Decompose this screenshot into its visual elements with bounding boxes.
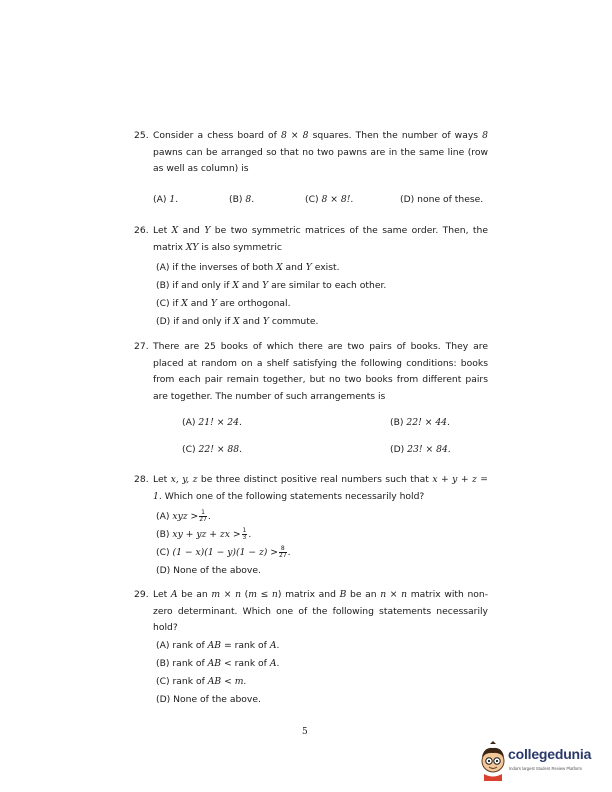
question-number: 27. (134, 341, 149, 352)
question-stem: Consider a chess board of 8 × 8 squares. Then the number of ways 8 pawns can be arranged so that no two pawns are in the same line (row as well as column) is (153, 130, 488, 174)
option-b: (B) rank of AB < rank of A. (156, 658, 280, 669)
option-a: (A) 21! × 24. (182, 417, 242, 428)
question-stem: There are 25 books of which there are two pairs of books. They are placed at random on a shelf satisfying the following conditions: books from each pair remain together, but no two books from different pairs are together. The number of such arrangements is (153, 341, 488, 402)
question-number: 26. (134, 225, 149, 236)
option-d: (D) None of the above. (156, 565, 261, 576)
question-number: 29. (134, 589, 149, 600)
question-stem: Let A be an m × n (m ≤ n) matrix and B be an n × n matrix with non-zero determinant. Which one of the following statements necessarily hold? (153, 589, 489, 633)
option-b: (B) 22! × 44. (390, 417, 450, 428)
options-list (156, 259, 386, 331)
question-25 (134, 128, 488, 178)
option-c: (C) rank of AB < m. (156, 676, 247, 687)
option-d: (D) if and only if X and Y commute. (156, 316, 319, 327)
question-number: 28. (134, 474, 149, 485)
question-29 (134, 587, 488, 637)
collegedunia-logo (478, 741, 596, 781)
logo-tagline: India's largest Student Review Platform (509, 766, 582, 771)
mascot-icon (478, 741, 508, 781)
option-a: (A) rank of AB = rank of A. (156, 640, 280, 651)
page-number: 5 (302, 727, 308, 737)
option-c: (C) (1 − x)(1 − y)(1 − z) > $\frac{8}{27}$ . (156, 545, 291, 559)
fraction: $\frac{1}{3}$ (242, 527, 247, 541)
question-26 (134, 223, 488, 256)
question-28 (134, 472, 488, 505)
question-stem: Let X and Y be two symmetric matrices of the same order. Then, the matrix XY is also symmetric (153, 225, 488, 253)
option-c: (C) if X and Y are orthogonal. (156, 298, 291, 309)
options-list (156, 508, 291, 580)
option-c: (C) 22! × 88. (182, 444, 243, 455)
option-b: (B) 8. (229, 194, 255, 205)
options-list (156, 637, 279, 709)
option-a: (A) if the inverses of both X and Y exist. (156, 262, 340, 273)
option-b: (B) if and only if X and Y are similar to each other. (156, 280, 387, 291)
option-d: (D) None of the above. (156, 694, 261, 705)
option-a: (A) xyz > $\frac{1}{27}$ . (156, 509, 211, 523)
logo-name: collegedunia (508, 746, 592, 762)
option-a: (A) 1. (153, 194, 179, 205)
option-b: (B) xy + yz + zx > $\frac{1}{3}$ . (156, 527, 252, 541)
question-27 (134, 339, 488, 405)
question-number: 25. (134, 130, 149, 141)
option-d: (D) none of these. (400, 194, 484, 205)
option-d: (D) 23! × 84. (390, 444, 451, 455)
fraction: $\frac{1}{27}$ (199, 509, 207, 523)
question-stem: Let x, y, z be three distinct positive real numbers such that x + y + z = 1. Which one of the following statements necessarily hold? (153, 474, 488, 502)
fraction: $\frac{8}{27}$ (279, 545, 287, 559)
option-c: (C) 8 × 8!. (305, 194, 354, 205)
